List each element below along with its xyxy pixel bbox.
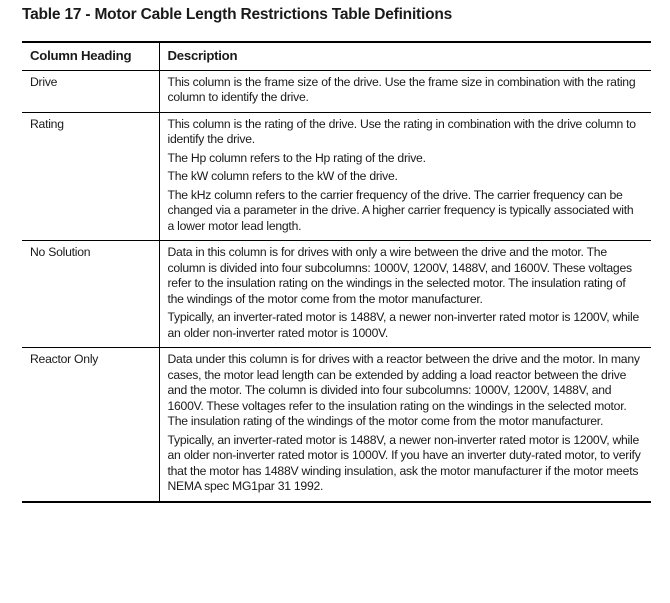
description-paragraph: This column is the rating of the drive. Use the rating in combination with the drive column to identify the drive. (167, 116, 636, 146)
description-paragraph: The Hp column refers to the Hp rating of the drive. (167, 150, 426, 165)
table-row (22, 112, 651, 241)
description-paragraph: The kW column refers to the kW of the drive. (167, 169, 398, 183)
description-paragraph: Data under this column is for drives with a reactor between the drive and the motor. In many cases, the motor lead length can be extended by adding a load reactor between the drive and the motor. The column is divided into four subcolumns: 1000V, 1200V, 1488V, and 1600V. These voltages refer to the insulation rating on the windings in the selected motor. The insulation rating of the windings of the motor come from the motor manufacturer. (167, 352, 640, 428)
row-description-no-solution (159, 241, 651, 348)
row-heading-drive: Drive (22, 70, 159, 112)
row-heading-reactor-only: Reactor Only (22, 348, 159, 502)
description-paragraph: Typically, an inverter-rated motor is 1488V, a newer non-inverter rated motor is 1200V, while an older non-inverter rated motor is 1000V. If you have an inverter duty-rated motor, to verify that the motor has 1488V winding insulation, ask the motor manufacturer if the motor meets NEMA spec MG1par 31 1992. (167, 432, 641, 493)
description-paragraph: Data in this column is for drives with only a wire between the drive and the motor. The column is divided into four subcolumns: 1000V, 1200V, 1488V, and 1600V. These voltages refer to the insulation rating on the windings in the selected motor. The insulation rating of the windings of the motor come from the motor manufacturer. (167, 245, 632, 306)
row-description-rating (159, 112, 651, 241)
row-description-reactor-only (159, 348, 651, 502)
row-heading-no-solution: No Solution (22, 241, 159, 348)
column-heading-header: Column Heading (22, 42, 159, 70)
table-title: Table 17 - Motor Cable Length Restrictions Table Definitions (22, 6, 453, 23)
description-paragraph: This column is the frame size of the drive. Use the frame size in combination with the rating column to identify the drive. (167, 74, 636, 104)
description-paragraph: Typically, an inverter-rated motor is 1488V, a newer non-inverter rated motor is 1200V, while an older non-inverter rated motor is 1000V. (167, 310, 639, 340)
table-row (22, 70, 651, 112)
table-row (22, 348, 651, 502)
row-description-drive (159, 70, 651, 112)
description-header: Description (159, 42, 651, 70)
description-paragraph: The kHz column refers to the carrier frequency of the drive. The carrier frequency can be changed via a parameter in the drive. A higher carrier frequency is typically associated with a lower motor lead length. (167, 187, 634, 233)
table-row (22, 241, 651, 348)
definitions-table (22, 41, 651, 503)
table-header-row (22, 42, 651, 70)
row-heading-rating: Rating (22, 112, 159, 241)
